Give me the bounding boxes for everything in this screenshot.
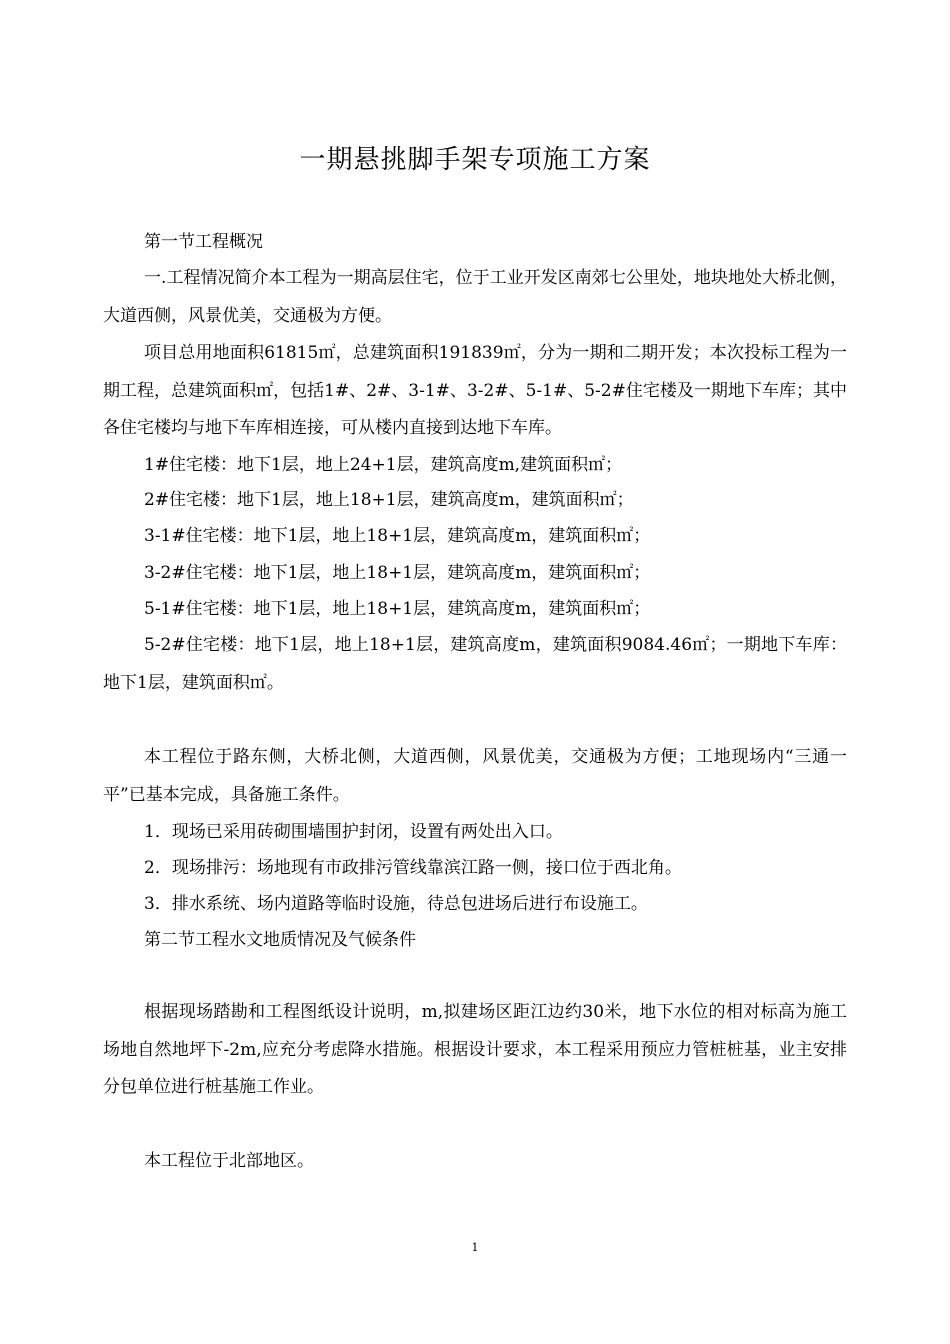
document-title: 一期悬挑脚手架专项施工方案: [299, 145, 651, 175]
section-heading-1: 第一节工程概况: [144, 232, 263, 252]
paragraph-project-area: 项目总用地面积61815㎡，总建筑面积191839㎡，分为一期和二期开发；本次投标工程为一期工程，总建筑面积㎡，包括1#、2#、3-1#、3-2#、5-1#、5-2#住宅楼及一期地下车库；其中各住宅楼均与地下车库相连接，可从楼内直接到达地下车库。: [103, 343, 847, 438]
list-item-building-5-2: 5-2#住宅楼：地下1层，地上18+1层，建筑高度m，建筑面积9084.46㎡；一期地下车库：地下1层，建筑面积㎡。: [103, 635, 847, 693]
list-item-building-2: 2#住宅楼：地下1层，地上18+1层，建筑高度m，建筑面积㎡；: [144, 490, 634, 510]
list-item-site-1: 1．现场已采用砖砌围墙围护封闭，设置有两处出入口。: [144, 822, 563, 842]
paragraph-climate: 本工程位于北部地区。: [144, 1151, 314, 1171]
paragraph-hydrogeology: 根据现场踏勘和工程图纸设计说明，m,拟建场区距江边约30米，地下水位的相对标高为施工场地自然地坪下-2m,应充分考虑降水措施。根据设计要求，本工程采用预应力管桩桩基，业主安排分包单位进行桩基施工作业。: [103, 1002, 847, 1097]
page-number: 1: [471, 1241, 479, 1254]
list-item-building-1: 1#住宅楼：地下1层，地上24+1层，建筑高度m,建筑面积㎡；: [144, 455, 623, 475]
list-item-site-2: 2．现场排污：场地现有市政排污管线靠滨江路一侧，接口位于西北角。: [144, 858, 682, 878]
paragraph-site-location: 本工程位于路东侧，大桥北侧，大道西侧，风景优美，交通极为方便；工地现场内“三通一平”已基本完成，具备施工条件。: [103, 747, 847, 805]
list-item-building-3-1: 3-1#住宅楼：地下1层，地上18+1层，建筑高度m，建筑面积㎡；: [144, 526, 651, 546]
list-item-building-5-1: 5-1#住宅楼：地下1层，地上18+1层，建筑高度m，建筑面积㎡；: [144, 599, 651, 619]
list-item-site-3: 3．排水系统、场内道路等临时设施，待总包进场后进行布设施工。: [144, 894, 648, 914]
section-heading-2: 第二节工程水文地质情况及气候条件: [144, 930, 416, 950]
paragraph-project-intro: 一.工程情况简介本工程为一期高层住宅，位于工业开发区南郊七公里处，地块地处大桥北侧，大道西侧，风景优美，交通极为方便。: [103, 268, 847, 326]
list-item-building-3-2: 3-2#住宅楼：地下1层，地上18+1层，建筑高度m，建筑面积㎡；: [144, 563, 651, 583]
